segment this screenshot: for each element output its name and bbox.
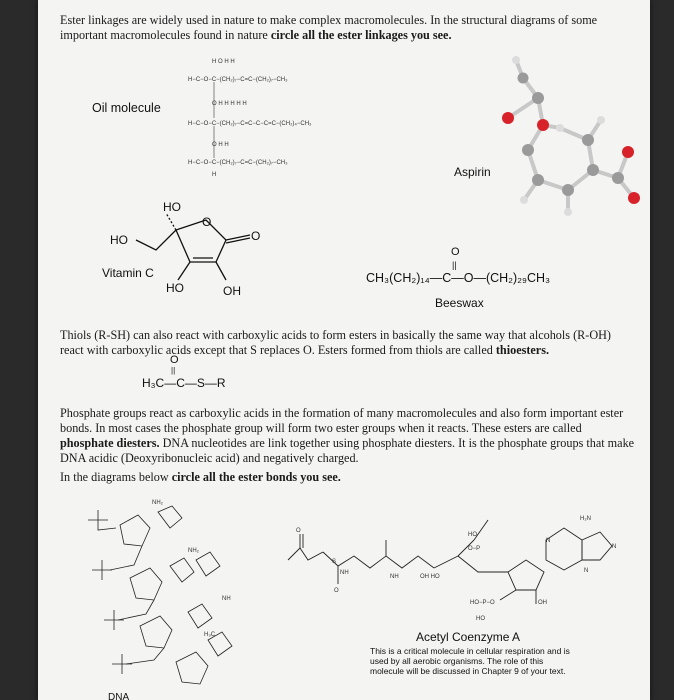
- coa-o-amide: O: [334, 588, 339, 594]
- dna-label: DNA: [108, 692, 130, 700]
- diagrams-text: In the diagrams below: [60, 470, 172, 484]
- coa-nh-2: NH: [390, 574, 399, 580]
- coa-ho-1: HO: [468, 532, 477, 538]
- coa-ho-p: HO−P−O: [470, 600, 495, 606]
- coa-n-3: N: [584, 568, 589, 574]
- thiols-paragraph: [60, 328, 635, 358]
- aspirin-model: [502, 56, 640, 216]
- vitamin-c-ho-top: HO: [163, 200, 181, 214]
- vitamin-c-label: Vitamin C: [102, 266, 154, 280]
- thiols-text: Thiols (R-SH) can also react with carboxylic acids to form esters in basically the same way that alcohols (R-OH) react with carboxylic acids except that S replaces O. Esters formed from thiols are called: [60, 328, 611, 357]
- intro-text: Ester linkages are widely used in nature to make complex macromolecules. In the structural diagrams of some important macromolecules found in nature: [60, 13, 598, 42]
- phosphate-diesters-term: phosphate diesters.: [60, 436, 160, 450]
- coa-h2n: H₂N: [580, 516, 591, 522]
- vitamin-c-ring-o: O: [202, 215, 212, 229]
- beeswax-o: O: [451, 246, 460, 258]
- beeswax-double-bond: ||: [452, 260, 457, 270]
- thioesters-term: thioesters.: [495, 343, 550, 357]
- thioester-double-bond: ||: [171, 366, 176, 375]
- vitamin-c-oh-bottom: OH: [223, 284, 241, 298]
- dna-nh-1: NH: [222, 596, 231, 602]
- oil-row-2: H−C−O−C−(CH₂)₇−C=C−C−C=C−(CH₂)₄−CH₃: [188, 121, 312, 127]
- oil-o-mid: O H H H H H: [212, 101, 247, 107]
- coa-o-acetyl: O: [296, 528, 301, 534]
- diagrams-instruction: [60, 470, 635, 485]
- thioester-formula: H₃C—C—S—R: [142, 376, 226, 390]
- oil-o-low: O H H: [212, 142, 229, 148]
- dna-nh2-1: NH₂: [152, 500, 163, 506]
- oil-row-1: H−C−O−C−(CH₂)₇−C=C−(CH₂)₇−CH₃: [188, 77, 288, 83]
- oil-molecule-structure: [188, 59, 312, 178]
- thioester-o: O: [170, 354, 179, 366]
- coa-n-1: N: [546, 538, 551, 544]
- coa-o-p: O−P: [468, 546, 481, 552]
- oil-row-3: H−C−O−C−(CH₂)₇−C=C−(CH₂)₇−CH₃: [188, 160, 288, 166]
- coa-oh-ho: OH HO: [420, 574, 440, 580]
- coa-caption: This is a critical molecule in cellular respiration and is used by all aerobic organisms. The role of this molecule will be discussed in Chapter 9 of your text.: [370, 646, 570, 676]
- phosphate-text-2: DNA nucleotides are link together using phosphate diesters. It is the phosphate groups that make DNA acidic (Deoxyribonucleic acid) and negatively charged.: [60, 436, 635, 465]
- phosphate-paragraph: [60, 406, 635, 466]
- coa-nh-1: NH: [340, 570, 349, 576]
- coa-title: Acetyl Coenzyme A: [416, 630, 521, 644]
- vitamin-c-ho-bottom: HO: [166, 281, 184, 295]
- dna-structure: [88, 506, 232, 684]
- diagrams-bold-instruction: circle all the ester bonds you see.: [171, 470, 341, 484]
- vitamin-c-ho-left: HO: [110, 233, 128, 247]
- coa-n-2: N: [612, 544, 617, 550]
- beeswax-label: Beeswax: [435, 296, 484, 310]
- phosphate-text: Phosphate groups react as carboxylic acids in the formation of many macromolecules and also form important ester bonds. In most cases the phosphate group will form two ester groups when it reacts. These esters are called: [60, 406, 624, 435]
- aspirin-label: Aspirin: [454, 165, 491, 179]
- coa-s: S: [332, 559, 337, 565]
- oil-molecule-label: Oil molecule: [92, 101, 161, 115]
- oil-h-top: H O H H: [212, 59, 235, 65]
- oil-h-bottom: H: [212, 172, 217, 178]
- beeswax-formula: CH₃(CH₂)₁₄—C—O—(CH₂)₂₉CH₃: [366, 271, 551, 285]
- vitamin-c-carbonyl-o: O: [251, 229, 261, 243]
- document-page: [38, 0, 650, 700]
- coa-ho-2: HO: [476, 616, 485, 622]
- dna-h3c: H₃C: [204, 632, 216, 638]
- dna-nh2-2: NH₂: [188, 548, 199, 554]
- coa-oh: OH: [538, 600, 547, 606]
- intro-instruction: circle all the ester linkages you see.: [270, 28, 452, 42]
